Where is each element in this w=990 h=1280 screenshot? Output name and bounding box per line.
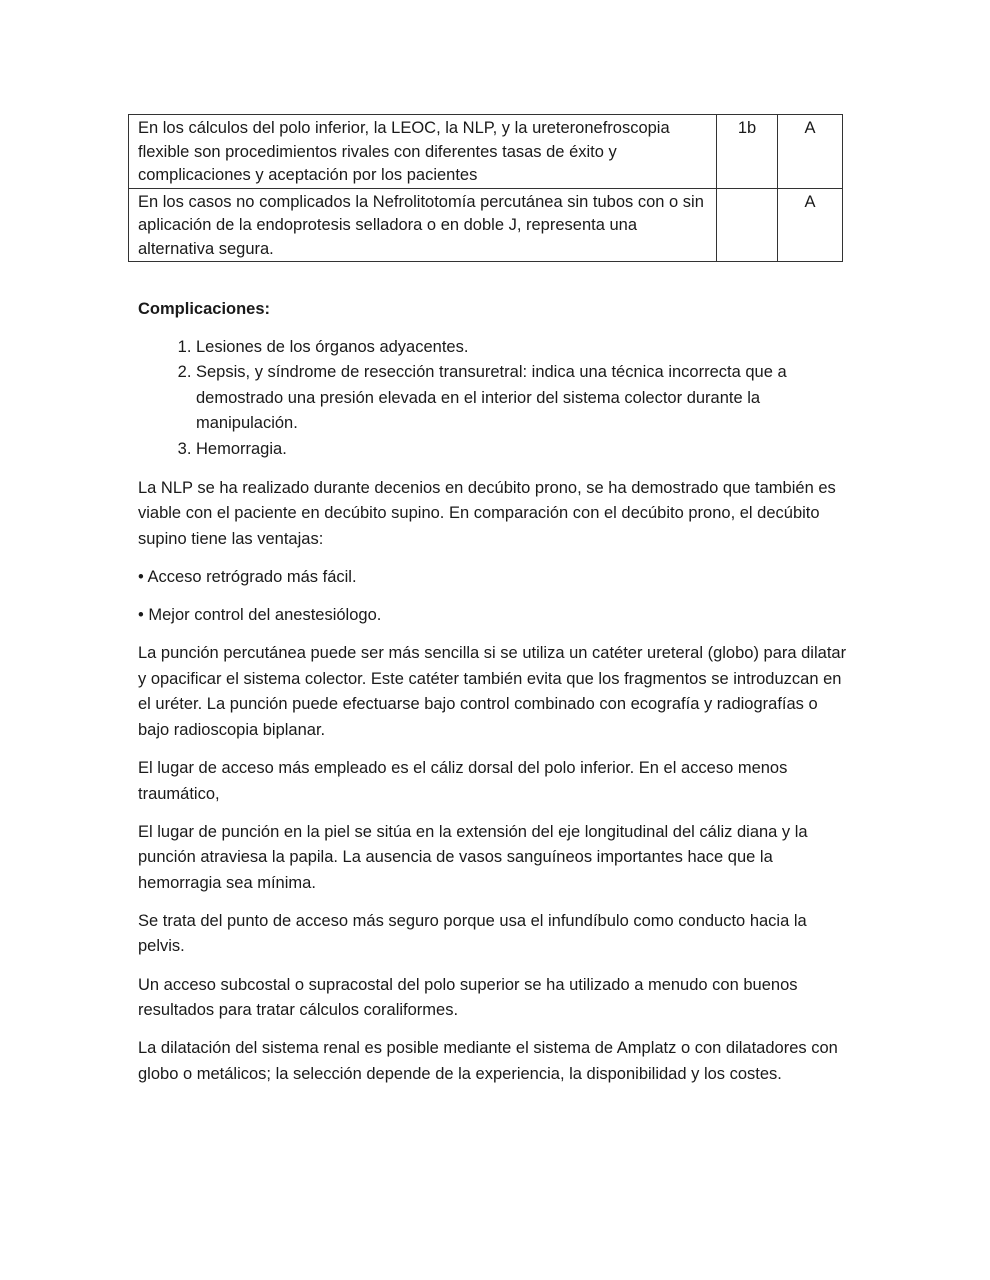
document-body bbox=[138, 297, 848, 1100]
recommendation-grade-cell: A bbox=[778, 188, 843, 262]
statement-cell: En los casos no complicados la Nefrolitotomía percutánea sin tubos con o sin aplicación de la endoprotesis selladora o en doble J, representa una alternativa segura. bbox=[129, 188, 717, 262]
complications-heading: Complicaciones: bbox=[138, 300, 271, 318]
table-row bbox=[129, 188, 843, 262]
paragraph-dilation: La dilatación del sistema renal es posible mediante el sistema de Amplatz o con dilatadores con globo o metálicos; la selección depende de la experiencia, la disponibilidad y los costes. bbox=[138, 1039, 838, 1083]
complications-list bbox=[138, 335, 848, 463]
recommendation-grade-cell: A bbox=[778, 115, 843, 189]
evidence-level-cell: 1b bbox=[717, 115, 778, 189]
statement-cell: En los cálculos del polo inferior, la LEOC, la NLP, y la ureteronefroscopia flexible son procedimientos rivales con diferentes tasas de éxito y complicaciones y aceptación por los pacientes bbox=[129, 115, 717, 189]
list-item: 2. Sepsis, y síndrome de resección transuretral: indica una técnica incorrecta que a demostrado una presión elevada en el interior del sistema colector durante la manipulación. bbox=[196, 360, 848, 437]
evidence-level-cell bbox=[717, 188, 778, 262]
paragraph-safest-access: Se trata del punto de acceso más seguro porque usa el infundíbulo como conducto hacia la pelvis. bbox=[138, 911, 807, 956]
paragraph-upper-pole: Un acceso subcostal o supracostal del polo superior se ha utilizado a menudo con buenos resultados para tratar cálculos coraliformes. bbox=[138, 975, 798, 1020]
paragraph-supine-position: La NLP se ha realizado durante decenios en decúbito prono, se ha demostrado que también es viable con el paciente en decúbito supino. En comparación con el decúbito prono, el decúbito supino tiene las ventajas: bbox=[138, 478, 836, 548]
paragraph-access-site: El lugar de acceso más empleado es el cáliz dorsal del polo inferior. En el acceso menos traumático, bbox=[138, 758, 788, 803]
paragraph-puncture: La punción percutánea puede ser más sencilla si se utiliza un catéter ureteral (globo) para dilatar y opacificar el sistema colector. Este catéter también evita que los fragmentos se introduzcan en el uréter. La punción puede efectuarse bajo control combinado con ecografía y radiografías o bajo radioscopia biplanar. bbox=[138, 644, 847, 739]
bullet-item: • Mejor control del anestesiólogo. bbox=[138, 605, 382, 624]
evidence-table bbox=[128, 114, 843, 262]
table-row bbox=[129, 115, 843, 189]
list-item: 3. Hemorragia. bbox=[196, 437, 848, 463]
paragraph-skin-puncture: El lugar de punción en la piel se sitúa en la extensión del eje longitudinal del cáliz diana y la punción atraviesa la papila. La ausencia de vasos sanguíneos importantes hace que la hemorragia sea mínima. bbox=[138, 822, 808, 892]
bullet-item: • Acceso retrógrado más fácil. bbox=[138, 567, 357, 586]
list-item: 1. Lesiones de los órganos adyacentes. bbox=[196, 335, 848, 361]
